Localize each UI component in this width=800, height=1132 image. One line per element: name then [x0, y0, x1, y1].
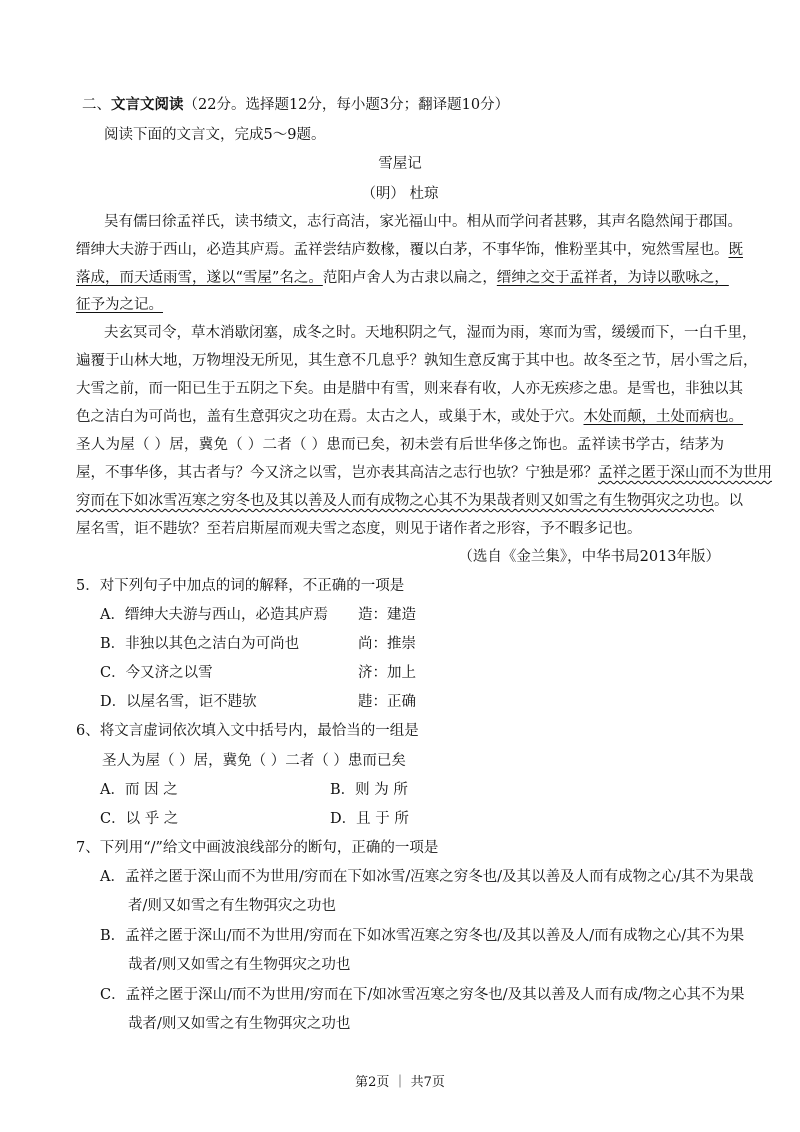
section-title: 文言文阅读: [111, 97, 184, 113]
q7-option-c-line-2: 哉者/则又如雪之有生物弭灾之功也: [128, 1016, 351, 1032]
underlined-sentence-3: 征予为之记。: [76, 297, 163, 313]
section-heading: [82, 95, 509, 115]
essay-line-2-underlined: 既: [728, 242, 743, 258]
q5-stem: 5．对下列句子中加点的词的解释，不正确的一项是: [76, 578, 405, 594]
q6-sentence: 圣人为屋（ ）居，冀免（ ）二者（ ）患而已矣: [102, 753, 406, 769]
essay-title: 雪屋记: [378, 156, 422, 172]
essay-line-12: 屋名雪，讵不韪欤？至若启斯屋而观夫雪之态度，则见于诸作者之形容，予不暇多记也。: [76, 521, 642, 537]
essay-line-11: [76, 491, 743, 511]
section-prefix: 二、: [82, 97, 111, 113]
essay-line-1: 吴有儒曰徐孟祥氏，读书绩文，志行高洁，家光福山中。相从而学问者甚夥，其声名隐然闻于郡国。: [104, 214, 742, 230]
essay-line-4: [76, 295, 163, 315]
essay-author: （明） 杜琼: [361, 186, 439, 202]
q5-option-c-gloss: 济：加上: [358, 665, 416, 681]
essay-line-3: [76, 268, 729, 288]
underlined-sentence-1: 落成，而天适雨雪，遂以“雪屋”名之。: [76, 270, 323, 286]
q5-option-b: B．非独以其色之洁白为可尚也: [100, 636, 300, 652]
q6-option-a: A．而 因 之: [100, 782, 178, 798]
essay-line-8: [76, 407, 743, 427]
essay-source: （选自《金兰集》，中华书局2013年版）: [458, 549, 720, 565]
q6-stem: 6、将文言虚词依次填入文中括号内，最恰当的一组是: [76, 723, 419, 739]
section-meta: （22分。选择题12分，每小题3分；翻译题10分）: [183, 97, 510, 113]
essay-line-3-text: 范阳卢舍人为古隶以扁之，: [322, 270, 497, 286]
essay-line-8-text: 色之洁白为可尚也，盖有生意弭灾之功在焉。太古之人，或巢于木，或处于穴。: [76, 409, 584, 425]
page-footer: 第2页 ｜ 共7页: [355, 1075, 445, 1090]
q6-option-d: D．且 于 所: [330, 811, 409, 827]
q6-option-b: B．则 为 所: [330, 782, 408, 798]
essay-line-9: 圣人为屋（ ）居，冀免（ ）二者（ ）患而已矣，初未尝有后世华侈之饰也。孟祥读书学古，结茅为: [76, 437, 724, 453]
wavy-passage-start: 孟祥之匿于深山而不为世用: [598, 465, 772, 481]
essay-line-6: 遍覆于山林大地，万物埋没无所见，其生意不几息乎？孰知生意反寓于其中也。故冬至之节，居小雪之后，: [76, 353, 758, 369]
q7-option-a-line-1: A．孟祥之匿于深山而不为世用/穷而在下如冰雪/冱寒之穷冬也/及其以善及人而有成物之心/其不为果哉: [100, 869, 754, 885]
essay-line-11-tail: 。以: [714, 493, 743, 509]
q5-option-a-gloss: 造：建造: [358, 607, 416, 623]
q7-option-b-line-1: B．孟祥之匿于深山/而不为世用/穷而在下如冰雪冱寒之穷冬也/及其以善及人/而有成物之心/其不为果: [100, 928, 745, 944]
essay-line-5: 夫玄冥司令，草木消歇闭塞，成冬之时。天地积阴之气，湿而为雨，寒而为雪，缓缓而下，一白千里，: [104, 325, 757, 341]
essay-line-10: [76, 463, 772, 483]
q7-option-b-line-2: 哉者/则又如雪之有生物弭灾之功也: [128, 957, 351, 973]
essay-line-2: [76, 240, 743, 260]
q7-option-a-line-2: 者/则又如雪之有生物弭灾之功也: [128, 898, 336, 914]
underlined-sentence-4: 木处而颠，土处而病也。: [583, 409, 743, 425]
q5-option-b-gloss: 尚：推崇: [358, 636, 416, 652]
q7-stem: 7、下列用“/”给文中画波浪线部分的断句，正确的一项是: [76, 840, 439, 856]
underlined-sentence-2: 缙绅之交于孟祥者，为诗以歌咏之，: [496, 270, 729, 286]
wavy-passage-end: 穷而在下如冰雪冱寒之穷冬也及其以善及人而有成物之心其不为果哉者则又如雪之有生物弭灾之功也: [76, 493, 714, 509]
q7-option-c-line-1: C．孟祥之匿于深山/而不为世用/穷而在下/如冰雪冱寒之穷冬也/及其以善及人而有成/物之心其不为果: [100, 987, 745, 1003]
q5-option-d: D．以屋名雪，讵不韪欤: [100, 694, 257, 710]
essay-line-2-text: 缙绅大夫游于西山，必造其庐焉。孟祥尝结庐数椽，覆以白茅，不事华饰，惟粉垩其中，宛然雪屋也。: [76, 242, 729, 258]
section-instruction: 阅读下面的文言文，完成5～9题。: [104, 127, 326, 143]
essay-line-7: 大雪之前，而一阳已生于五阴之下矣。由是腊中有雪，则来春有收，人亦无疾疹之患。是雪也，非独以其: [76, 381, 743, 397]
essay-line-10-text: 屋，不事华侈，其古者与？今又济之以雪，岂亦表其高洁之志行也欤？宁独是邪？: [76, 465, 598, 481]
q5-option-d-gloss: 韪：正确: [358, 694, 416, 710]
q6-option-c: C．以 乎 之: [100, 811, 179, 827]
q5-option-a: A．缙绅大夫游与西山，必造其庐焉: [100, 607, 328, 623]
q5-option-c: C．今又济之以雪: [100, 665, 213, 681]
